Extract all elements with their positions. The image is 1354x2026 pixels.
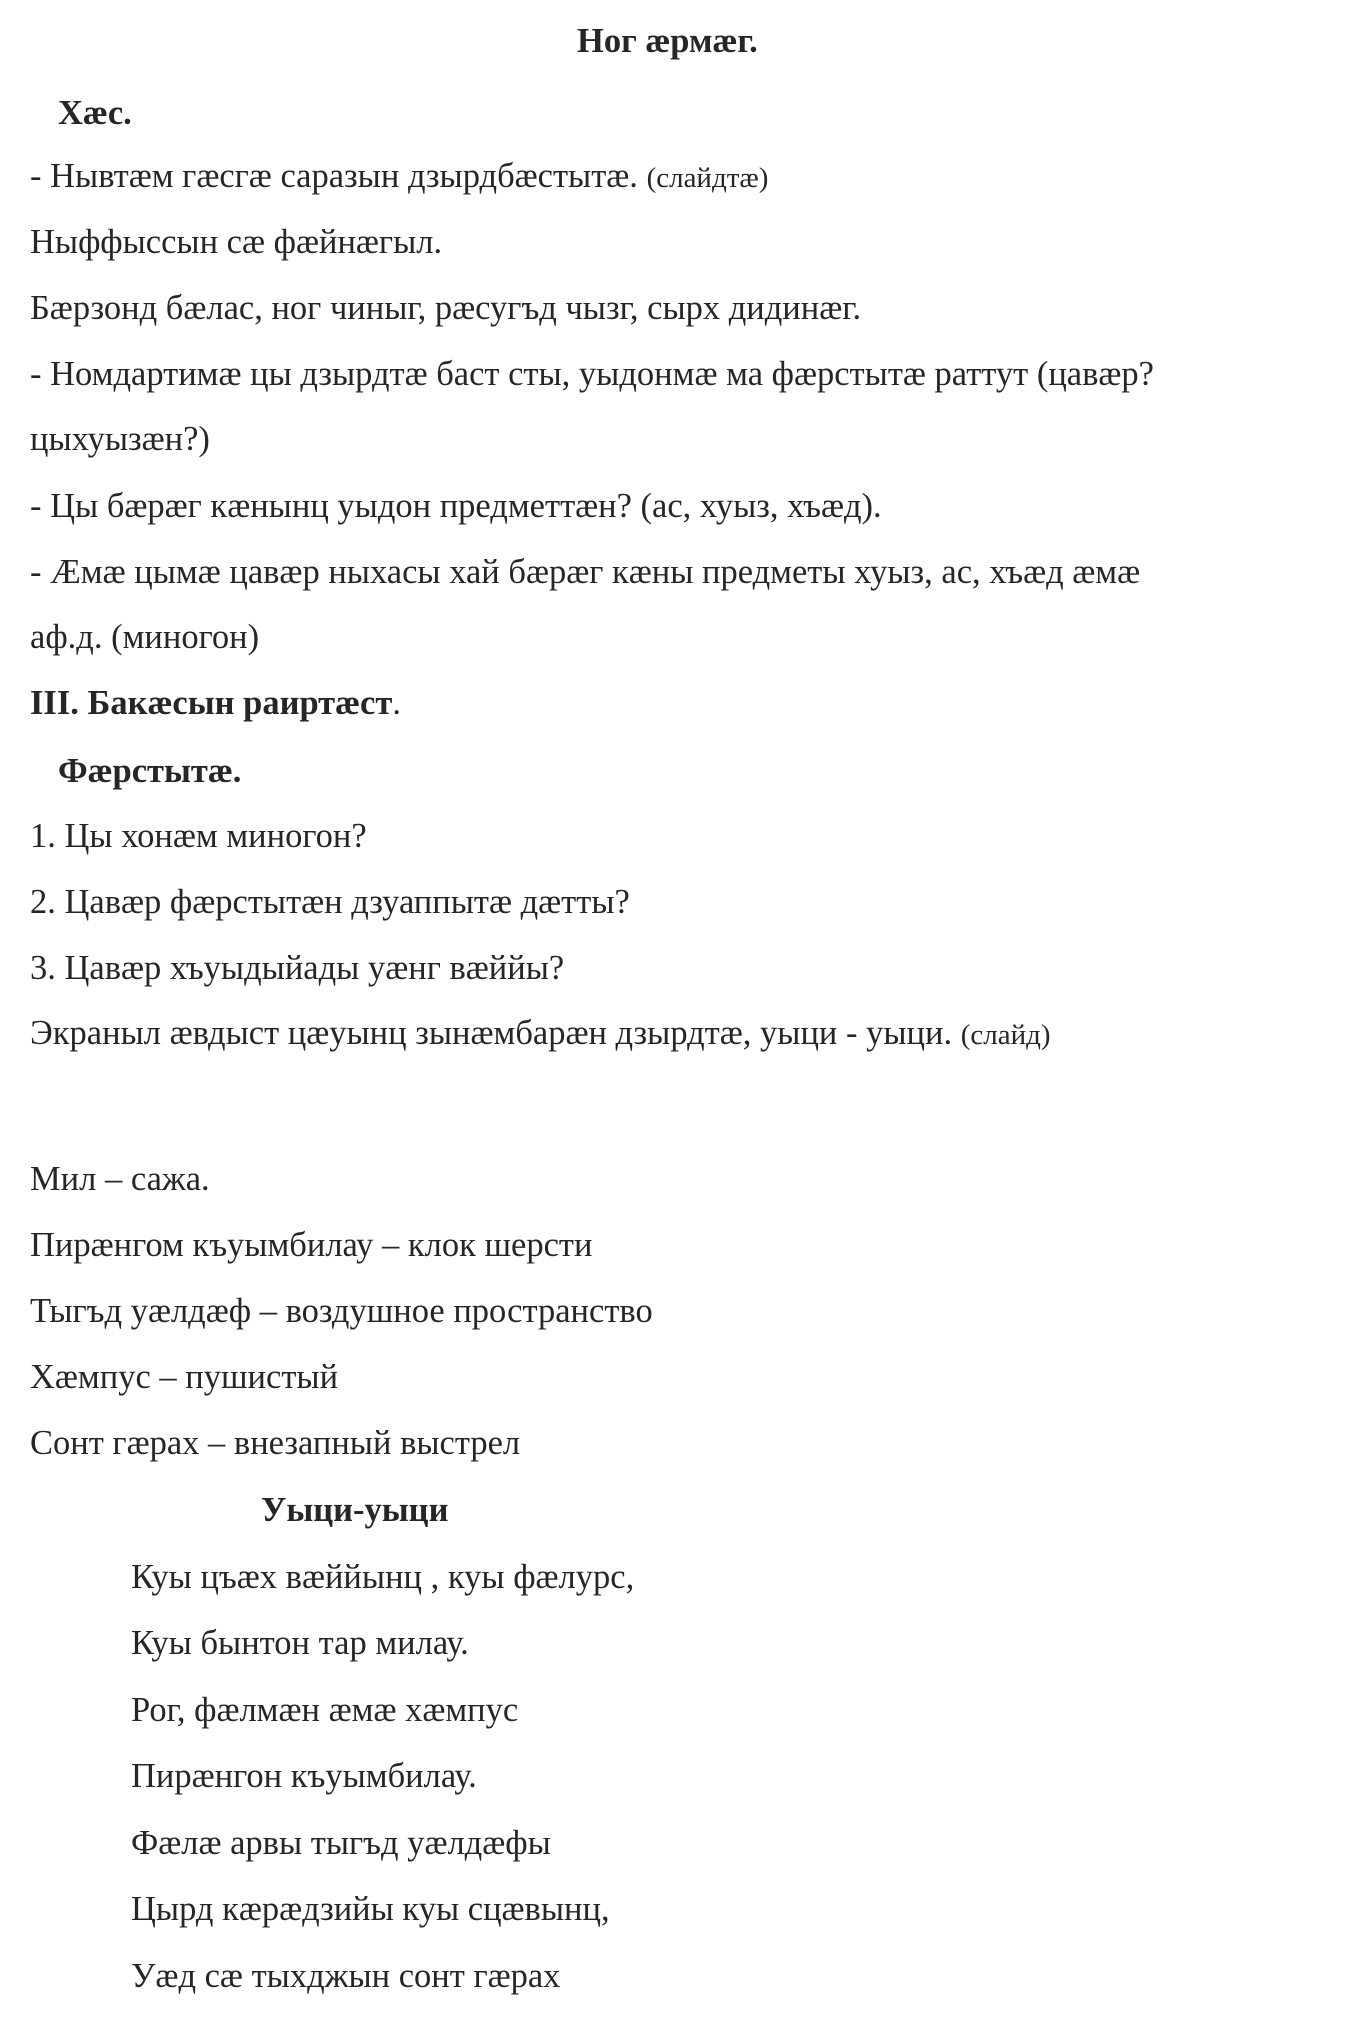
instruction-line-6a: - Æмæ цымæ цавæр ныхасы хай бæрæг кæны предметы хуыз, ас, хъæд æмæ — [30, 553, 1141, 591]
section-heading-reading-tail: . — [392, 684, 401, 722]
screen-line — [30, 1013, 1051, 1055]
section-heading-task: Хæс. — [58, 94, 132, 132]
poem-line: Куы цъæх вæййынц , куы фæлурс, — [131, 1558, 635, 1596]
instruction-line-4a: - Номдартимæ цы дзырдтæ баст сты, уыдонмæ ма фæрстытæ раттут (цавæр? — [30, 355, 1154, 393]
glossary-item: Хæмпус – пушистый — [30, 1358, 339, 1396]
questions-heading: Фæрстытæ. — [58, 752, 242, 790]
poem-line: Рог, фæлмæн æмæ хæмпус — [131, 1691, 519, 1729]
screen-line-text: Экраныл æвдыст цæуынц зынæмбарæн дзырдтæ, уыци - уыци. — [30, 1014, 953, 1052]
question-item: 3. Цавæр хъуыдыйады уæнг вæййы? — [30, 949, 565, 987]
section-heading-reading-bold: III. Бакæсын раиртæст — [30, 684, 393, 722]
instruction-line-4b: цыхуызæн?) — [30, 420, 210, 458]
example-phrases: Бæрзонд бæлас, ног чиныг, рæсугъд чызг, сырх дидинæг. — [30, 289, 862, 327]
instruction-line-2: Ныффыссын сæ фæйнæгыл. — [30, 223, 443, 261]
question-item: 1. Цы хонæм миногон? — [30, 817, 367, 855]
poem-line: Пирæнгон къуымбилау. — [131, 1757, 477, 1795]
instruction-line-5: - Цы бæрæг кæнынц уыдон предметтæн? (ас, хуыз, хъæд). — [30, 487, 882, 525]
poem-title: Уыци-уыци — [261, 1491, 449, 1529]
question-item: 2. Цавæр фæрстытæн дзуаппытæ дæтты? — [30, 883, 630, 921]
poem-line: Уæд сæ тыхджын сонт гæрах — [131, 1957, 561, 1995]
instruction-line-6b: аф.д. (миногон) — [30, 618, 260, 656]
glossary-item: Сонт гæрах – внезапный выстрел — [30, 1424, 521, 1462]
instruction-line-1 — [30, 156, 768, 198]
instruction-text: - Нывтæм гæсгæ саразын дзырдбæстытæ. — [30, 157, 638, 195]
poem-line: Куы бынтон тар милау. — [131, 1624, 469, 1662]
glossary-item: Пирæнгом къуымбилау – клок шерсти — [30, 1226, 593, 1264]
poem-line: Цырд кæрæдзийы куы сцæвынц, — [131, 1890, 610, 1928]
glossary-item: Мил – сажа. — [30, 1160, 210, 1198]
slide-note: (слайд) — [960, 1019, 1051, 1051]
section-heading-reading — [30, 683, 401, 723]
glossary-item: Тыгъд уæлдæф – воздушное пространство — [30, 1292, 653, 1330]
slide-note: (слайдтæ) — [646, 162, 769, 194]
document-title: Ног æрмæг. — [577, 22, 758, 60]
poem-line: Фæлæ арвы тыгъд уæлдæфы — [131, 1824, 551, 1862]
